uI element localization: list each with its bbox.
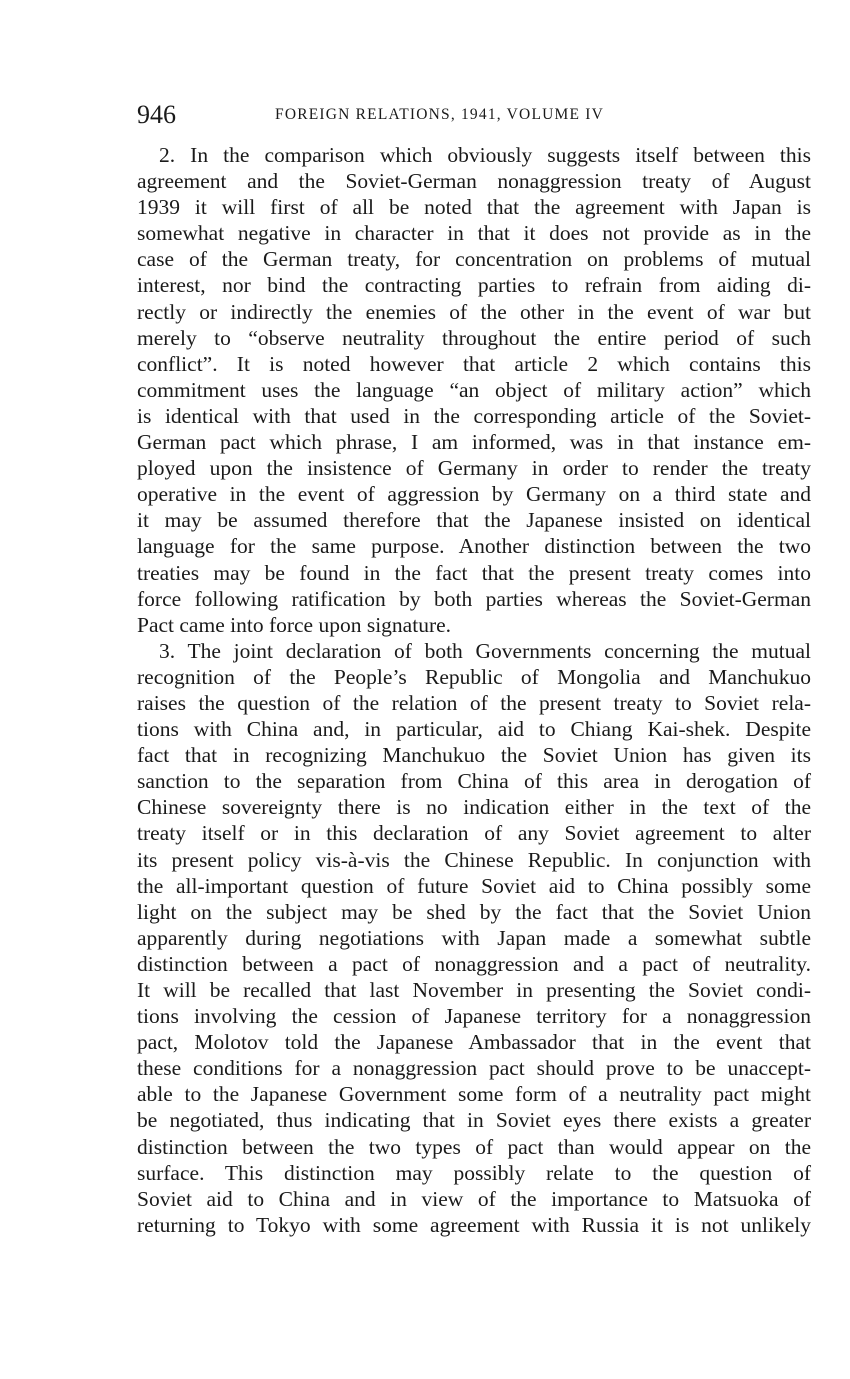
text-line: merely to “observe neutrality throughout the entire period of such (137, 325, 811, 350)
text-line: agreement and the Soviet-German nonaggression treaty of August (137, 169, 811, 194)
text-line: fact that in recognizing Manchukuo the Soviet Union has given its (137, 743, 811, 768)
text-line: able to the Japanese Government some form of a neutrality pact might (137, 1082, 811, 1107)
text-line: Pact came into force upon signature. (137, 612, 452, 637)
text-line: 2. In the comparison which obviously suggests itself between this (159, 143, 811, 167)
text-line: sanction to the separation from China of this area in derogation of (137, 769, 811, 794)
text-line: German pact which phrase, I am informed, was in that instance em- (137, 430, 811, 455)
text-line: commitment uses the language “an object of military action” which (137, 377, 811, 402)
running-head (137, 98, 811, 132)
text-line: Chinese sovereignty there is no indication either in the text of the (137, 795, 811, 820)
text-line: be negotiated, thus indicating that in Soviet eyes there exists a greater (137, 1108, 811, 1133)
running-head-title: FOREIGN RELATIONS, 1941, VOLUME IV (275, 106, 604, 123)
text-line: somewhat negative in character in that it does not provide as in the (137, 221, 811, 246)
text-line: interest, nor bind the contracting parties to refrain from aiding di- (137, 273, 811, 298)
text-line: language for the same purpose. Another distinction between the two (137, 534, 811, 559)
text-line: returning to Tokyo with some agreement with Russia it is not unlikely (137, 1212, 811, 1237)
text-line: conflict”. It is noted however that article 2 which contains this (137, 351, 811, 376)
text-line: force following ratification by both parties whereas the Soviet-German (137, 586, 811, 611)
text-line: rectly or indirectly the enemies of the other in the event of war but (137, 299, 811, 324)
text-line: apparently during negotiations with Japan made a somewhat subtle (137, 925, 811, 950)
text-line: 1939 it will first of all be noted that the agreement with Japan is (137, 195, 811, 220)
text-line: distinction between the two types of pact than would appear on the (137, 1134, 811, 1159)
text-line: distinction between a pact of nonaggression and a pact of neutrality. (137, 951, 811, 976)
text-line: its present policy vis-à-vis the Chinese Republic. In conjunction with (137, 847, 811, 872)
text-line: 3. The joint declaration of both Governments concerning the mutual (159, 638, 811, 663)
text-line: the all-important question of future Soviet aid to China possibly some (137, 873, 811, 898)
page-number: 946 (137, 100, 176, 129)
text-line: Soviet aid to China and in view of the importance to Matsuoka of (137, 1186, 811, 1211)
body-text (137, 142, 811, 1238)
text-line: light on the subject may be shed by the fact that the Soviet Union (137, 899, 811, 924)
paragraph-2 (137, 142, 811, 638)
text-line: tions involving the cession of Japanese territory for a nonaggression (137, 1004, 811, 1029)
paragraph-3 (137, 638, 811, 1238)
text-line: raises the question of the relation of the present treaty to Soviet rela- (137, 690, 811, 715)
text-line: operative in the event of aggression by Germany on a third state and (137, 482, 811, 507)
text-line: pact, Molotov told the Japanese Ambassador that in the event that (137, 1030, 811, 1055)
text-line: tions with China and, in particular, aid to Chiang Kai-shek. Despite (137, 717, 811, 742)
text-line: case of the German treaty, for concentration on problems of mutual (137, 247, 811, 272)
text-line: recognition of the People’s Republic of Mongolia and Manchukuo (137, 664, 811, 689)
text-line: is identical with that used in the corresponding article of the Soviet- (137, 403, 811, 428)
text-line: ployed upon the insistence of Germany in order to render the treaty (137, 456, 811, 481)
text-line: It will be recalled that last November in presenting the Soviet condi- (137, 978, 811, 1002)
text-line: treaty itself or in this declaration of any Soviet agreement to alter (137, 821, 811, 846)
text-line: treaties may be found in the fact that the present treaty comes into (137, 560, 811, 585)
text-line: it may be assumed therefore that the Japanese insisted on identical (137, 508, 811, 533)
text-line: surface. This distinction may possibly relate to the question of (137, 1160, 811, 1185)
text-line: these conditions for a nonaggression pact should prove to be unaccept- (137, 1056, 811, 1081)
